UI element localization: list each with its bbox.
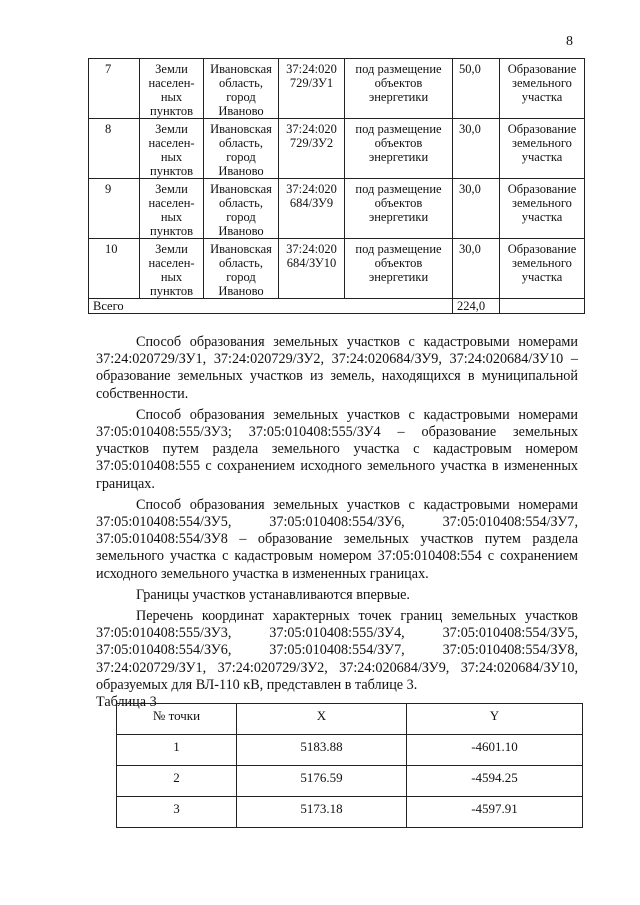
row-number: 10 bbox=[89, 239, 140, 299]
location: Ивановская область, город Иваново bbox=[204, 119, 279, 179]
point-number: 2 bbox=[117, 766, 237, 797]
table-header-row bbox=[117, 704, 583, 735]
land-category: Земли населен-ных пунктов bbox=[140, 179, 204, 239]
x-coordinate: 5183.88 bbox=[237, 735, 407, 766]
area-value: 30,0 bbox=[453, 119, 500, 179]
action: Образование земельного участка bbox=[500, 179, 585, 239]
action: Образование земельного участка bbox=[500, 119, 585, 179]
table-row bbox=[117, 766, 583, 797]
total-value: 224,0 bbox=[453, 299, 500, 314]
paragraph: Способ образования земельных участков с кадастровыми номерами 37:05:010408:554/ЗУ5, 37:05:010408:554/ЗУ6, 37:05:010408:554/ЗУ7, 37:05:010408:554/ЗУ8 – образование земельных участков путем раздела земельного участка с кадастровым номером 37:05:010408:554 с сохранением исходного земельного участка в измененных границах. bbox=[96, 496, 578, 582]
permitted-use: под размещение объектов энергетики bbox=[345, 119, 453, 179]
permitted-use: под размещение объектов энергетики bbox=[345, 239, 453, 299]
column-header: № точки bbox=[117, 704, 237, 735]
cadastral-number: 37:24:020 684/ЗУ10 bbox=[279, 239, 345, 299]
paragraph: Границы участков устанавливаются впервые. bbox=[136, 586, 410, 603]
table-row bbox=[89, 119, 585, 179]
row-number: 9 bbox=[89, 179, 140, 239]
permitted-use: под размещение объектов энергетики bbox=[345, 59, 453, 119]
area-value: 50,0 bbox=[453, 59, 500, 119]
x-coordinate: 5176.59 bbox=[237, 766, 407, 797]
paragraph: Способ образования земельных участков с кадастровыми номерами 37:24:020729/ЗУ1, 37:24:020729/ЗУ2, 37:24:020684/ЗУ9, 37:24:020684/ЗУ10 – образование земельных участков из земель, находящихся в муниципальной собственности. bbox=[96, 334, 578, 402]
table-row bbox=[89, 179, 585, 239]
action: Образование земельного участка bbox=[500, 239, 585, 299]
y-coordinate: -4597.91 bbox=[407, 797, 583, 828]
row-number: 7 bbox=[89, 59, 140, 119]
land-category: Земли населен-ных пунктов bbox=[140, 59, 204, 119]
location: Ивановская область, город Иваново bbox=[204, 179, 279, 239]
row-number: 8 bbox=[89, 119, 140, 179]
point-number: 3 bbox=[117, 797, 237, 828]
column-header: Y bbox=[407, 704, 583, 735]
paragraph: Способ образования земельных участков с кадастровыми номерами 37:05:010408:555/ЗУ3; 37:05:010408:555/ЗУ4 – образование земельных участков путем раздела земельного участка с кадастровым номером 37:05:010408:555 с сохранением исходного земельного участка в измененных границах. bbox=[96, 406, 578, 492]
table-row bbox=[117, 735, 583, 766]
point-number: 1 bbox=[117, 735, 237, 766]
total-row bbox=[89, 299, 585, 314]
area-value: 30,0 bbox=[453, 239, 500, 299]
y-coordinate: -4601.10 bbox=[407, 735, 583, 766]
total-label: Всего bbox=[89, 299, 453, 314]
total-empty-cell bbox=[500, 299, 585, 314]
permitted-use: под размещение объектов энергетики bbox=[345, 179, 453, 239]
location: Ивановская область, город Иваново bbox=[204, 239, 279, 299]
page-number: 8 bbox=[566, 34, 573, 49]
body-text bbox=[96, 334, 578, 711]
cadastral-number: 37:24:020 729/ЗУ2 bbox=[279, 119, 345, 179]
paragraph: Перечень координат характерных точек границ земельных участков 37:05:010408:555/ЗУ3, 37:05:010408:555/ЗУ4, 37:05:010408:554/ЗУ5, 37:05:010408:554/ЗУ6, 37:05:010408:554/ЗУ7, 37:05:010408:554/ЗУ8, 37:24:020729/ЗУ1, 37:24:020729/ЗУ2, 37:24:020684/ЗУ9, 37:24:020684/ЗУ10, образуемых для ВЛ-110 кВ, представлен в таблице 3. bbox=[96, 608, 578, 693]
coordinates-table bbox=[116, 703, 583, 828]
land-category: Земли населен-ных пунктов bbox=[140, 119, 204, 179]
cadastral-number: 37:24:020 684/ЗУ9 bbox=[279, 179, 345, 239]
table-row bbox=[117, 797, 583, 828]
table-caption: Таблица 3 bbox=[96, 694, 157, 711]
x-coordinate: 5173.18 bbox=[237, 797, 407, 828]
table-row bbox=[89, 239, 585, 299]
cadastral-number: 37:24:020 729/ЗУ1 bbox=[279, 59, 345, 119]
column-header: X bbox=[237, 704, 407, 735]
land-plots-table bbox=[88, 58, 585, 314]
table-row bbox=[89, 59, 585, 119]
area-value: 30,0 bbox=[453, 179, 500, 239]
location: Ивановская область, город Иваново bbox=[204, 59, 279, 119]
land-category: Земли населен-ных пунктов bbox=[140, 239, 204, 299]
action: Образование земельного участка bbox=[500, 59, 585, 119]
y-coordinate: -4594.25 bbox=[407, 766, 583, 797]
